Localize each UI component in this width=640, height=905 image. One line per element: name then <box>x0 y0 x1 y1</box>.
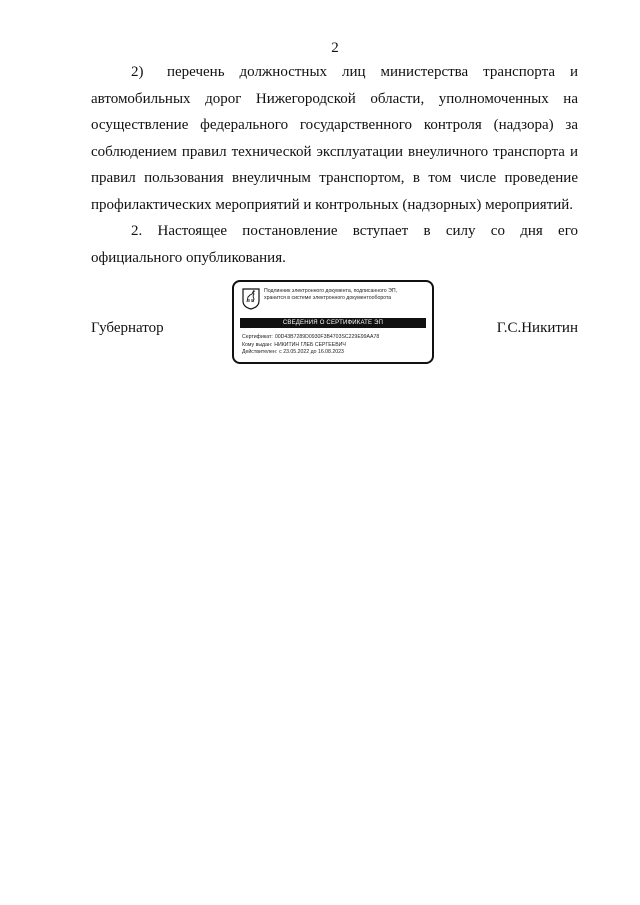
item-text: перечень должностных лиц министерства транспорта и автомобильных дорог Нижегородской области, уполномоченных на осуществление федерального государственного контроля (надзора) за соблюдением правил технической эксплуатации внеуличного транспорта и правил пользования внеуличным транспортом, в том числе проведение профилактических мероприятий и контрольных (надзорных) мероприятий. <box>91 64 578 213</box>
signatory-title: Губернатор <box>91 320 164 336</box>
paragraph-item-2 <box>91 59 578 219</box>
item-number: 2) <box>131 64 144 80</box>
signatory-name: Г.С.Никитин <box>496 320 578 336</box>
electronic-signature-stamp <box>232 280 434 364</box>
validity-label: Действителен: <box>242 349 278 356</box>
stamp-header-line: хранится в системе электронного документооборота <box>264 295 392 301</box>
validity-row <box>242 349 432 357</box>
stamp-header <box>264 288 430 302</box>
paragraph-item-2-body <box>91 59 578 219</box>
coat-of-arms-icon <box>242 288 260 310</box>
page-number: 2 <box>331 40 339 56</box>
stamp-header-line: Подлинник электронного документа, подписанного ЭП, <box>264 288 398 294</box>
stamp-certificate-bar: СВЕДЕНИЯ О СЕРТИФИКАТЕ ЭП <box>240 318 426 328</box>
certificate-label: Сертификат: <box>242 334 273 340</box>
issued-to-value: НИКИТИН ГЛЕБ СЕРГЕЕВИЧ <box>274 341 346 348</box>
certificate-row <box>242 334 432 342</box>
stamp-certificate-details <box>242 334 432 357</box>
paragraph-effective-date-body: 2. Настоящее постановление вступает в силу со дня его официального опубликования. <box>91 223 578 266</box>
certificate-value: 00D43B7289D0930F3B4703SC229E99AA78 <box>274 334 380 340</box>
validity-value: с 23.05.2022 до 16.08.2023 <box>279 349 344 356</box>
paragraph-effective-date <box>91 218 578 271</box>
issued-to-label: Кому выдан: <box>242 341 273 348</box>
